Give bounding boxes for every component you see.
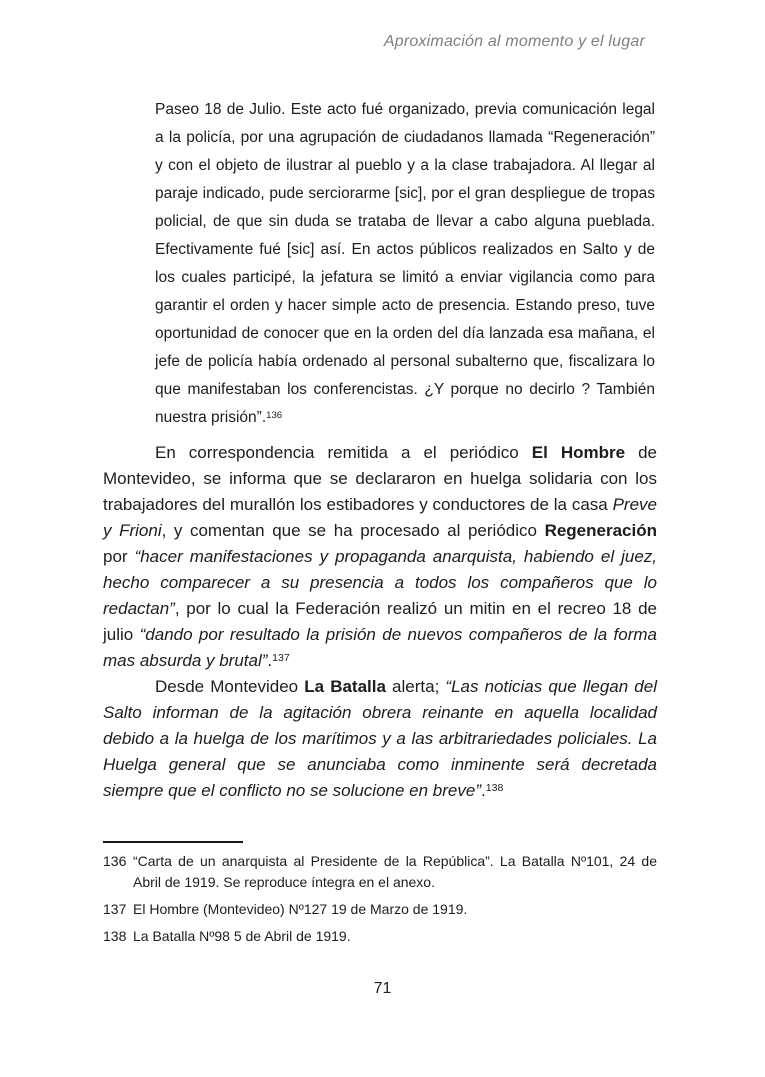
footnote-number: 136	[103, 853, 127, 869]
footnote-number: 137	[103, 901, 127, 917]
footnote-text: El Hombre (Montevideo) Nº127 19 de Marzo de 1919.	[133, 901, 468, 917]
paragraph-la-batalla: Desde Montevideo La Batalla alerta; “Las noticias que llegan del Salto informan de la agitación obrera reinante en aquella localidad debido a la huelga de los marítimos y a las arbitrariedades policiales. La Huelga general que se anunciaba como inminente será decretada siempre que el conflicto no se solucione en breve”.$^{138}$	[103, 677, 657, 800]
footnote	[103, 899, 657, 920]
block-quote: Paseo 18 de Julio. Este acto fué organizado, previa comunicación legal a la policía, por una agrupación de ciudadanos llamada “Regeneración” y con el objeto de ilustrar al pueblo y a la clase trabajadora. Al llegar al paraje indicado, pude serciorarme [sic], por el gran despliegue de tropas policial, de que sin duda se trataba de llevar a cabo alguna pueblada. Efectivamente fué [sic] así. En actos públicos realizados en Salto y de los cuales participé, la jefatura se limitó a enviar vigilancia como para garantir el orden y hacer simple acto de presencia. Estando preso, tuve oportunidad de conocer que en la orden del día lanzada esa mañana, el jefe de policía había ordenado al personal subalterno que, fiscalizara lo que manifestaban los conferencistas. ¿Y porque no decirlo ? También nuestra prisión”.$^{136}$	[155, 101, 655, 426]
footnote-separator	[103, 841, 243, 843]
running-header: Aproximación al momento y el lugar	[383, 33, 645, 50]
footnote	[103, 926, 657, 947]
footnote	[103, 851, 657, 893]
paragraph-el-hombre: En correspondencia remitida a el periódico El Hombre de Montevideo, se informa que se declararon en huelga solidaria con los trabajadores del murallón los estibadores y conductores de la casa Preve y Frioni, y comentan que se ha procesado al periódico Regeneración por “hacer manifestaciones y propaganda anarquista, habiendo el juez, hecho comparecer a su presencia a todos los compañeros que lo redactan”, por lo cual la Federación realizó un mitin en el recreo 18 de julio “dando por resultado la prisión de nuevos compañeros de la forma mas absurda y brutal”.$^{137}$	[103, 443, 657, 670]
footnote-number: 138	[103, 928, 127, 944]
footnote-text: La Batalla Nº98 5 de Abril de 1919.	[133, 928, 351, 944]
page-number: 71	[373, 980, 392, 997]
footnote-text: “Carta de un anarquista al Presidente de la República”. La Batalla Nº101, 24 de Abril de 1919. Se reproduce íntegra en el anexo.	[133, 853, 657, 890]
footnotes-section	[103, 841, 657, 953]
